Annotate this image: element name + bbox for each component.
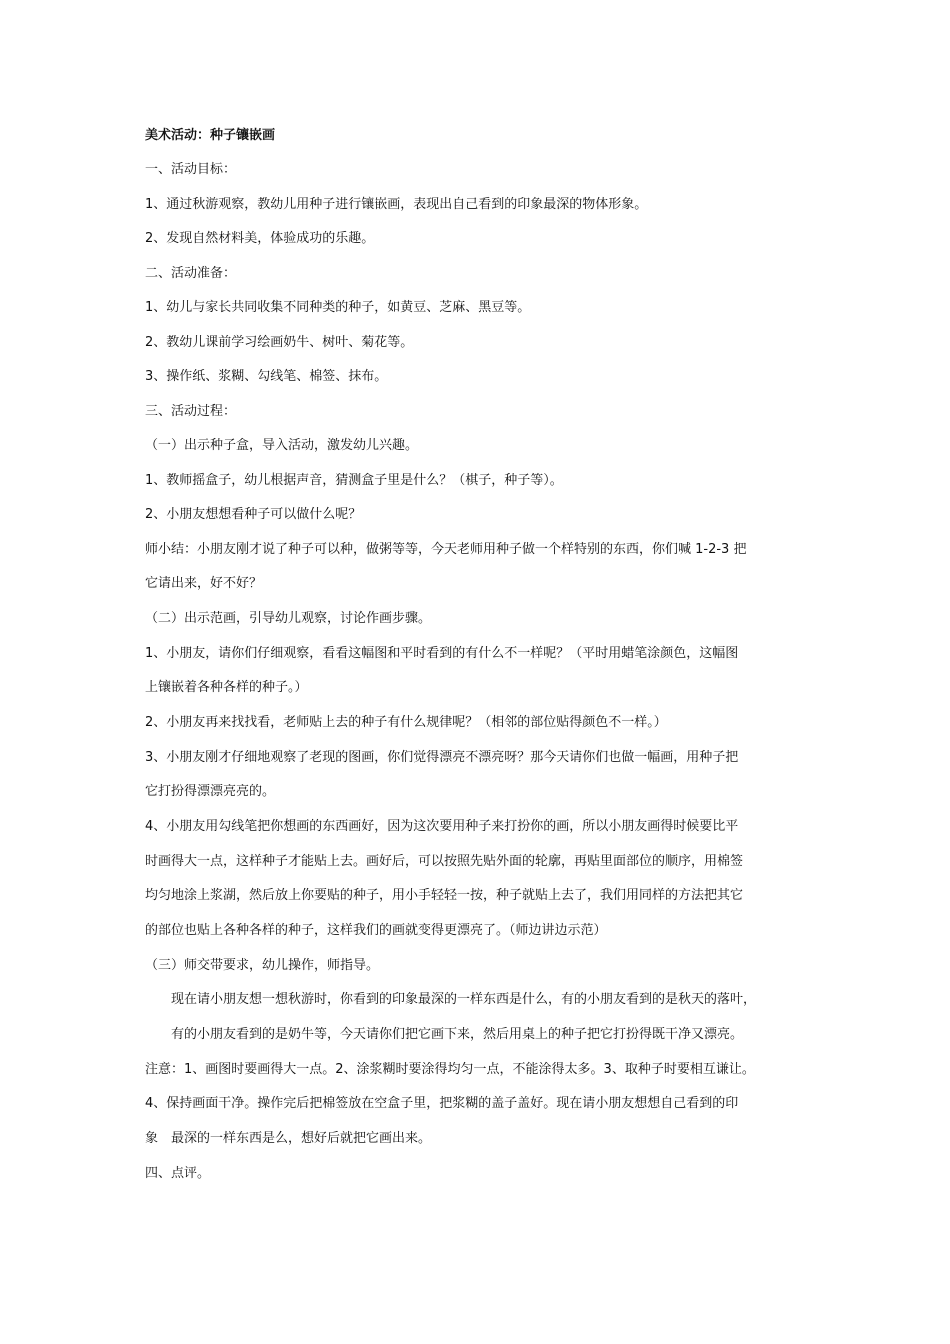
paragraph xyxy=(145,983,815,1052)
paragraph xyxy=(145,471,815,491)
paragraph-line: 均匀地涂上浆湖，然后放上你要贴的种子，用小手轻轻一按，种子就贴上去了，我们用同样的方法把其它 xyxy=(145,888,744,903)
paragraph xyxy=(145,436,815,456)
paragraph-line: 4、保持画面干净。操作完后把棉签放在空盒子里，把浆糊的盖子盖好。现在请小朋友想想自己看到的印 xyxy=(145,1096,739,1111)
paragraph-line: 4、小朋友用勾线笔把你想画的东西画好，因为这次要用种子来打扮你的画，所以小朋友画得时候要比平 xyxy=(145,819,739,834)
paragraph xyxy=(145,713,815,733)
paragraph-line: 二、活动准备： xyxy=(145,265,237,281)
paragraph-line: 3、小朋友刚才仔细地观察了老现的图画，你们觉得漂亮不漂亮呀？那今天请你们也做一幅画，用种子把 xyxy=(145,749,739,765)
paragraph xyxy=(145,609,815,629)
paragraph-line: 注意：1、画图时要画得大一点。2、涂浆糊时要涂得均匀一点，不能涂得太多。3、取种子时要相互谦让。 xyxy=(145,1061,755,1077)
paragraph-line: 有的小朋友看到的是奶牛等，今天请你们把它画下来，然后用桌上的种子把它打扮得既干净又漂亮。 xyxy=(171,1026,744,1042)
paragraph-line: 1、教师摇盒子，幼儿根据声音，猜测盒子里是什么？（棋子，种子等）。 xyxy=(145,472,563,488)
paragraph-line: 一、活动目标： xyxy=(145,162,237,177)
paragraph-line: 1、通过秋游观察，教幼儿用种子进行镶嵌画，表现出自己看到的印象最深的物体形象。 xyxy=(145,196,648,212)
paragraph xyxy=(145,367,815,387)
paragraph xyxy=(145,229,815,249)
paragraph-line: 2、教幼儿课前学习绘画奶牛、树叶、菊花等。 xyxy=(145,334,414,350)
paragraph xyxy=(145,402,815,422)
paragraph-line: 3、操作纸、浆糊、勾线笔、棉签、抹布。 xyxy=(145,369,388,384)
document-title: 美术活动：种子镶嵌画 xyxy=(145,128,276,143)
paragraph-line: 的部位也贴上各种各样的种子，这样我们的画就变得更漂亮了。（师边讲边示范） xyxy=(145,922,607,938)
paragraph xyxy=(145,505,815,525)
paragraph xyxy=(145,637,815,706)
paragraph xyxy=(145,298,815,318)
paragraph xyxy=(145,264,815,284)
paragraph-line: （三）师交带要求，幼儿操作，师指导。 xyxy=(145,957,380,973)
paragraph-line: 它打扮得漂漂亮亮的。 xyxy=(145,784,276,799)
paragraph xyxy=(145,741,815,810)
paragraph xyxy=(145,195,815,215)
paragraph xyxy=(145,333,815,353)
document-page xyxy=(145,126,815,1198)
paragraph xyxy=(145,810,815,948)
paragraph-line: 2、小朋友想想看种子可以做什么呢？ xyxy=(145,507,362,522)
paragraph-line: 三、活动过程： xyxy=(145,403,237,419)
paragraph-line: （二）出示范画，引导幼儿观察，讨论作画步骤。 xyxy=(145,611,432,626)
paragraph xyxy=(145,533,815,602)
document-body xyxy=(145,160,815,1184)
paragraph-line: 象 最深的一样东西是么，想好后就把它画出来。 xyxy=(145,1130,432,1146)
paragraph-line: 上镶嵌着各种各样的种子。） xyxy=(145,680,308,695)
paragraph xyxy=(145,160,815,180)
paragraph xyxy=(145,956,815,976)
paragraph xyxy=(145,1164,815,1184)
paragraph-line: 1、幼儿与家长共同收集不同种类的种子，如黄豆、芝麻、黑豆等。 xyxy=(145,300,531,315)
paragraph xyxy=(145,1053,815,1157)
paragraph-line: 四、点评。 xyxy=(145,1165,211,1181)
paragraph-line: 1、小朋友，请你们仔细观察，看看这幅图和平时看到的有什么不一样呢？（平时用蜡笔涂颜色，这幅图 xyxy=(145,645,739,661)
paragraph-line: （一）出示种子盒，导入活动，激发幼儿兴趣。 xyxy=(145,438,419,453)
paragraph-line: 时画得大一点，这样种子才能贴上去。画好后，可以按照先贴外面的轮廓，再贴里面部位的顺序，用棉签 xyxy=(145,853,744,869)
paragraph-line: 2、发现自然材料美，体验成功的乐趣。 xyxy=(145,231,375,246)
paragraph-line: 师小结：小朋友刚才说了种子可以种，做粥等等，今天老师用种子做一个样特别的东西，你们喊 1-2-3 把 xyxy=(145,541,747,557)
paragraph-line: 它请出来，好不好？ xyxy=(145,576,263,591)
paragraph-line: 现在请小朋友想一想秋游时，你看到的印象最深的一样东西是什么，有的小朋友看到的是秋天的落叶， xyxy=(171,992,757,1007)
paragraph-line: 2、小朋友再来找找看，老师贴上去的种子有什么规律呢？（相邻的部位贴得颜色不一样。） xyxy=(145,715,667,730)
